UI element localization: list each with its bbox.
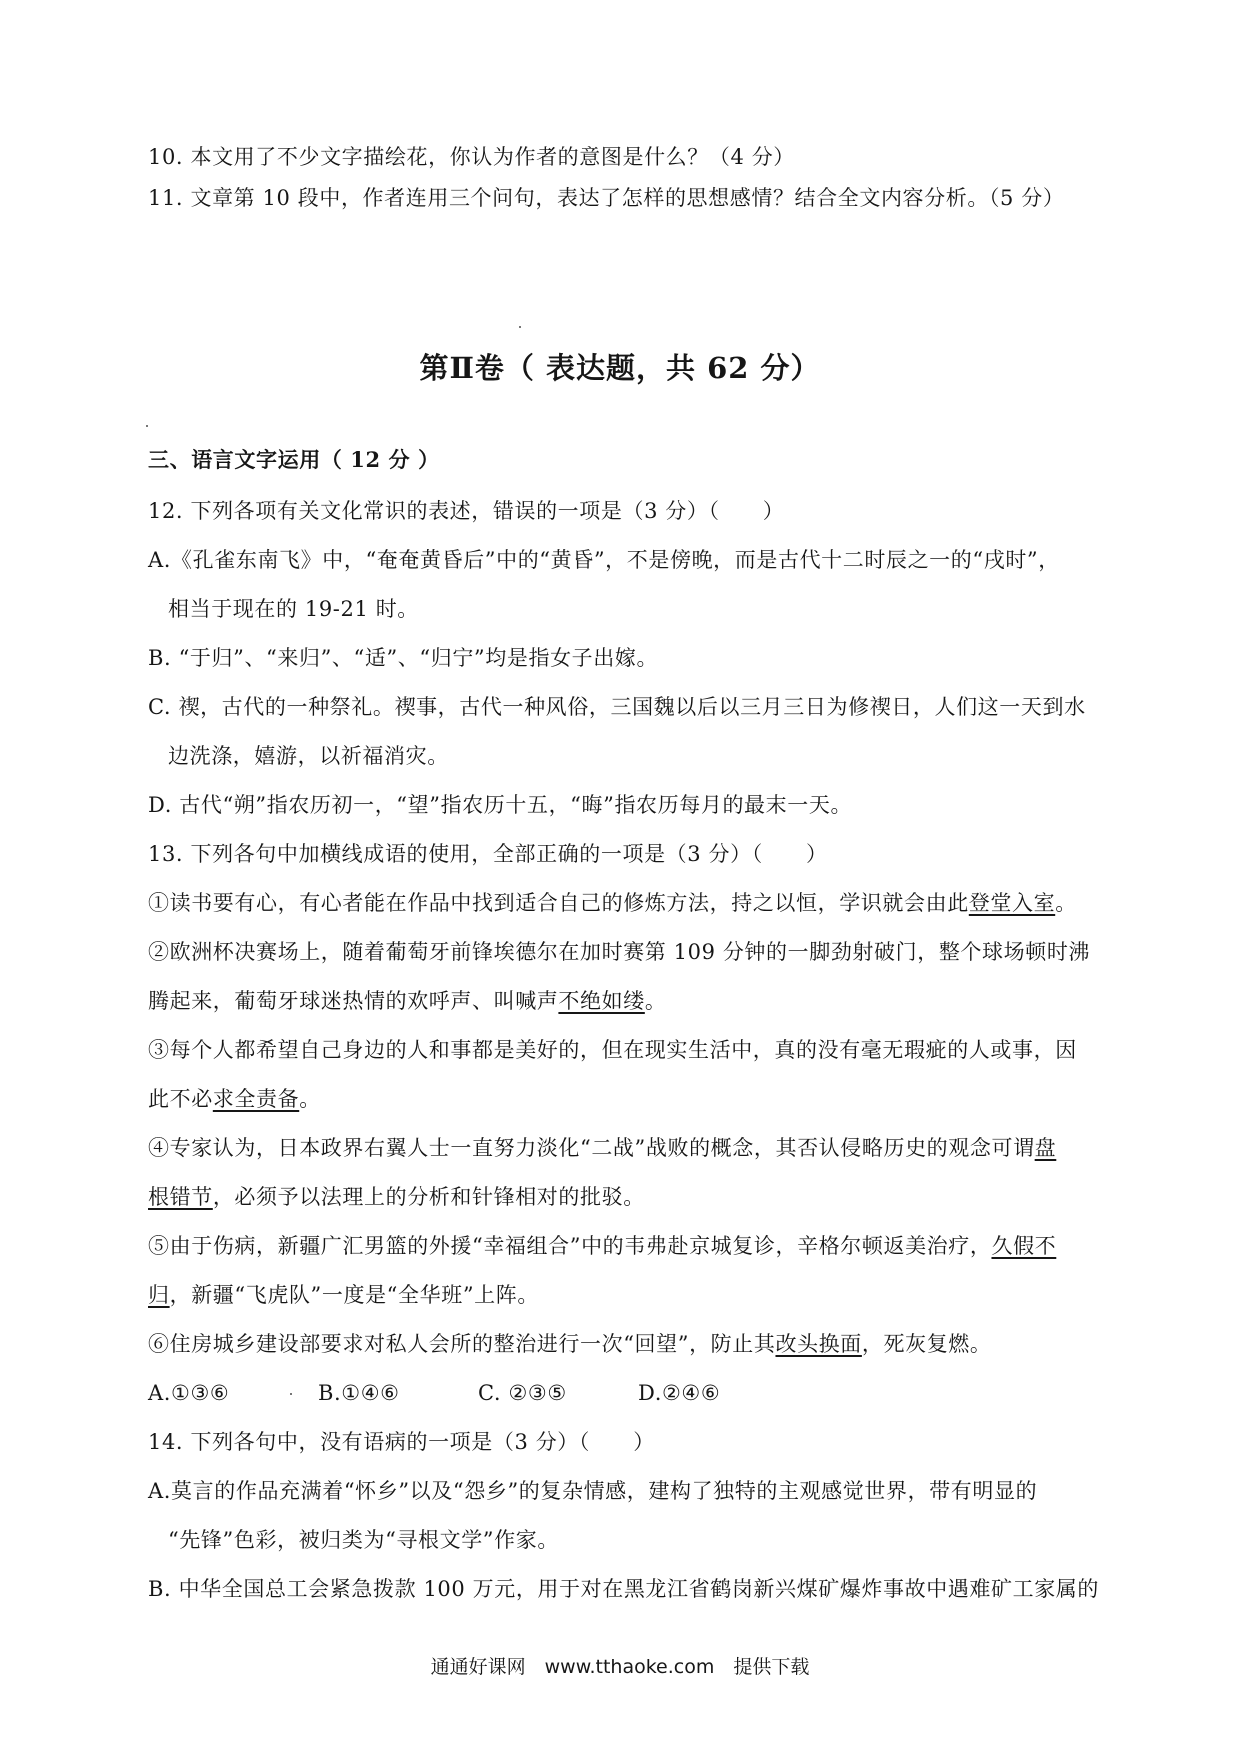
question-12-option-a-cont: 相当于现在的 19-21 时。: [168, 597, 419, 621]
sentence-text: ，新疆“飞虎队”一度是“全华班”上阵。: [169, 1283, 539, 1307]
underlined-idiom: 不绝如缕: [558, 989, 645, 1013]
question-12-option-c-cont: 边洗涤，嬉游，以祈福消灾。: [168, 744, 449, 768]
sentence-text: ⑥住房城乡建设部要求对私人会所的整治进行一次“回望”，防止其: [148, 1332, 776, 1356]
sentence-text: ，死灰复燃。: [861, 1332, 992, 1356]
underlined-idiom: 登堂入室: [968, 891, 1056, 915]
question-12-option-d: D. 古代“朔”指农历初一，“望”指农历十五，“晦”指农历每月的最末一天。: [148, 793, 853, 817]
sentence-text: 。: [644, 989, 667, 1013]
sentence-text: 腾起来，葡萄牙球迷热情的欢呼声、叫喊声: [148, 989, 559, 1013]
underlined-idiom: 根错节: [148, 1185, 213, 1209]
question-13-sentence-3: ③每个人都希望自己身边的人和事都是美好的，但在现实生活中，真的没有毫无瑕疵的人或事，因: [148, 1038, 1077, 1062]
question-13-sentence-2-cont: [148, 986, 1108, 1016]
sentence-text: ⑤由于伤病，新疆广汇男篮的外援“幸福组合”中的韦弗赴京城复诊，辛格尔顿返美治疗，: [148, 1234, 992, 1258]
question-13-sentence-4-cont: [148, 1182, 1108, 1212]
footer-credit: 通通好课网 www.tthaoke.com 提供下载: [430, 1656, 810, 1678]
sentence-text: 。: [299, 1087, 321, 1111]
question-12-option-b: B. “于归”、“来归”、“适”、“归宁”均是指女子出嫁。: [148, 646, 659, 670]
question-11: 11. 文章第 10 段中，作者连用三个问句，表达了怎样的思想感情？结合全文内容分析。（5 分）: [148, 186, 1065, 210]
scan-speck: [146, 425, 148, 427]
question-13-sentence-4: [148, 1133, 1108, 1163]
option-b: B.①④⑥: [318, 1381, 400, 1405]
question-13-sentence-5-cont: [148, 1280, 1108, 1310]
question-12-option-c: C. 禊，古代的一种祭礼。禊事，古代一种风俗，三国魏以后以三月三日为修禊日，人们这一天到水: [148, 695, 1086, 719]
question-13-sentence-1: [148, 888, 1108, 918]
question-14-stem: 14. 下列各句中，没有语病的一项是（3 分）（ ）: [148, 1430, 655, 1454]
underlined-idiom: 归: [148, 1283, 170, 1307]
question-13-options: [148, 1378, 1108, 1408]
question-13-sentence-5: [148, 1231, 1108, 1261]
underlined-idiom: 久假不: [991, 1234, 1057, 1258]
question-14-option-b: B. 中华全国总工会紧急拨款 100 万元，用于对在黑龙江省鹤岗新兴煤矿爆炸事故中遇难矿工家属的: [148, 1577, 1100, 1601]
underlined-idiom: 求全责备: [212, 1087, 300, 1111]
section-heading: 三、语言文字运用（ 12 分 ）: [148, 447, 440, 472]
sentence-text: ①读书要有心，有心者能在作品中找到适合自己的修炼方法，持之以恒，学识就会由此: [148, 891, 969, 915]
question-14-option-a-cont: “先锋”色彩，被归类为“寻根文学”作家。: [168, 1528, 559, 1552]
sentence-text: ④专家认为，日本政界右翼人士一直努力淡化“二战”战败的概念，其否认侵略历史的观念可谓: [148, 1136, 1035, 1160]
sentence-text: 此不必: [148, 1087, 213, 1111]
question-10: 10. 本文用了不少文字描绘花，你认为作者的意图是什么？（4 分）: [148, 145, 795, 169]
sentence-text: ，必须予以法理上的分析和针锋相对的批驳。: [212, 1185, 645, 1209]
underlined-idiom: 改头换面: [775, 1332, 862, 1356]
option-a: A.①③⑥: [148, 1381, 230, 1405]
option-c: C. ②③⑤: [478, 1381, 567, 1405]
scan-speck: [290, 1393, 292, 1395]
option-d: D.②④⑥: [638, 1381, 721, 1405]
sentence-text: 。: [1055, 891, 1077, 915]
question-13-sentence-6: [148, 1329, 1108, 1359]
question-13-stem: 13. 下列各句中加横线成语的使用，全部正确的一项是（3 分）（ ）: [148, 842, 828, 866]
question-12-stem: 12. 下列各项有关文化常识的表述，错误的一项是（3 分）（ ）: [148, 499, 785, 523]
scan-speck: [519, 326, 521, 328]
part-title: 第Ⅱ卷（ 表达题，共 62 分）: [419, 351, 821, 385]
underlined-idiom: 盘: [1034, 1136, 1057, 1160]
question-14-option-a: A.莫言的作品充满着“怀乡”以及“怨乡”的复杂情感，建构了独特的主观感觉世界，带有明显的: [148, 1479, 1038, 1503]
question-13-sentence-2: ②欧洲杯决赛场上，随着葡萄牙前锋埃德尔在加时赛第 109 分钟的一脚劲射破门，整个球场顿时沸: [148, 940, 1091, 964]
question-12-option-a: A.《孔雀东南飞》中，“奄奄黄昏后”中的“黄昏”，不是傍晚，而是古代十二时辰之一的“戌时”，: [148, 548, 1060, 572]
question-13-sentence-3-cont: [148, 1084, 1108, 1114]
